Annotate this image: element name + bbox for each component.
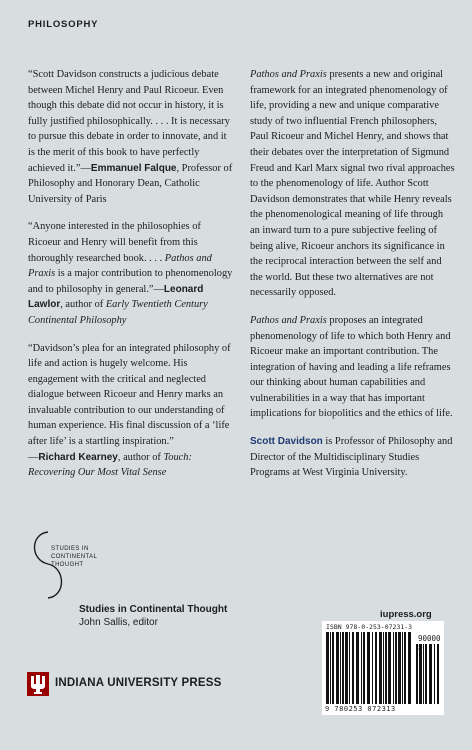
barcode-bar [395,632,397,704]
praise-name-1: Emmanuel Falque [90,162,177,174]
author-bio: Scott Davidson is Professor of Philosophy and Director of the Multidisciplinary Studies Programs at West Virginia University. [250,436,453,479]
barcode-bar [425,644,427,704]
barcode-bar [437,644,439,704]
barcode-bar [330,632,331,704]
barcode-bar [345,632,348,704]
publisher-website: iupress.org [380,609,432,620]
series-editor: John Sallis, editor [79,617,158,628]
addon-barcode-bars [416,644,440,704]
barcode-bar [361,632,362,704]
barcode-bar [388,632,391,704]
barcode-bar [356,632,359,704]
barcode-bar [423,644,424,704]
barcode-bar [393,632,394,704]
praise-column [28,67,234,493]
praise-quote-1: “Scott Davidson constructs a judicious debate between Michel Henry and Paul Ricoeur. Even though this debate did not occur in history, it is fully justified philosophically. . . . It is necessary to pursue this debate in order to innovate, and it is the merit of this book to have perfectly achieved it.”—Emmanuel Falque, Professor of Philosophy and Honorary Dean, Catholic University of Paris [28,69,233,205]
category-label: PHILOSOPHY [28,19,99,30]
barcode-bar [326,632,329,704]
iu-trident-icon [27,672,49,696]
barcode-bar [367,632,370,704]
barcode-bar [379,632,382,704]
isbn-label: ISBN 978-0-253-07231-3 [326,623,413,631]
description-column [250,67,455,493]
price-code: 90000 [418,634,441,643]
barcode-bar [404,632,406,704]
ean-barcode-bars [326,632,414,704]
barcode-bar [342,632,344,704]
barcode-bar [416,644,418,704]
barcode-bar [408,632,411,704]
barcode-bar [385,632,387,704]
barcode-bar [349,632,350,704]
barcode-bar [352,632,354,704]
barcode-bar [419,644,422,704]
barcode-bar [340,632,341,704]
publisher-name: INDIANA UNIVERSITY PRESS [55,677,222,689]
series-logo-text: STUDIES IN CONTINENTAL THOUGHT [51,546,98,568]
barcode-bar [434,644,435,704]
barcode-bar [336,632,339,704]
barcode-bar [372,632,373,704]
barcode-bar [332,632,334,704]
praise-name-2: Leonard Lawlor [28,283,204,311]
barcode-bar [363,632,365,704]
barcode-bar [375,632,377,704]
barcode-bar [398,632,401,704]
praise-quote-3: “Davidson’s plea for an integrated philosophy of life and action is hugely welcome. His engagement with the critical and neglected dialogue between Ricoeur and Henry marks an invaluable contribution to our understanding of human experience. His final discussion of a ‘life after life’ is a startling inspiration.” —Richard Kearney, author of Touch: Recovering Our Most Vital Sense [28,342,231,479]
isbn-barcode [322,621,444,715]
description-paragraph-2: Pathos and Praxis proposes an integrated phenomenology of life to which both Henry and Ricoeur make an important contribution. The integration of having and leading a life reframes our thinking about human capabilities and vulnerabilities in a way that has important implications for biopolitics and the ethics of life. [250,314,453,420]
ean-digits: 9 780253 072313 [325,705,396,713]
barcode-bar [383,632,384,704]
series-title: Studies in Continental Thought [79,604,228,615]
barcode-bar [429,644,432,704]
praise-quote-2: “Anyone interested in the philosophies of Ricoeur and Henry will benefit from this thoroughly researched book. . . . Pathos and Praxis is a major contribution to phenomenology and to philosophy in general.”—Leonard Lawlor, author of Early Twentieth Century Continental Philosophy [28,221,233,326]
barcode-bar [402,632,403,704]
author-name: Scott Davidson [250,436,323,448]
praise-name-3: Richard Kearney [38,451,118,463]
description-paragraph-1: Pathos and Praxis presents a new and original framework for an integrated phenomenology of life, providing a new and unique comparative study of two influential French philosophers, Paul Ricoeur and Michel Henry, and shows that their debates over the interpretation of Sigmund Freud and Karl Marx signal two rival approaches to the phenomenology of life. Author Scott Davidson demonstrates that while Henry reveals the phenomenological meaning of life through an inward turn to a pure subjective feeling of being alive, Ricoeur anchors its significance in the reciprocal interaction between the self and the world. But these two alternatives are not necessarily opposed. [250,69,455,299]
